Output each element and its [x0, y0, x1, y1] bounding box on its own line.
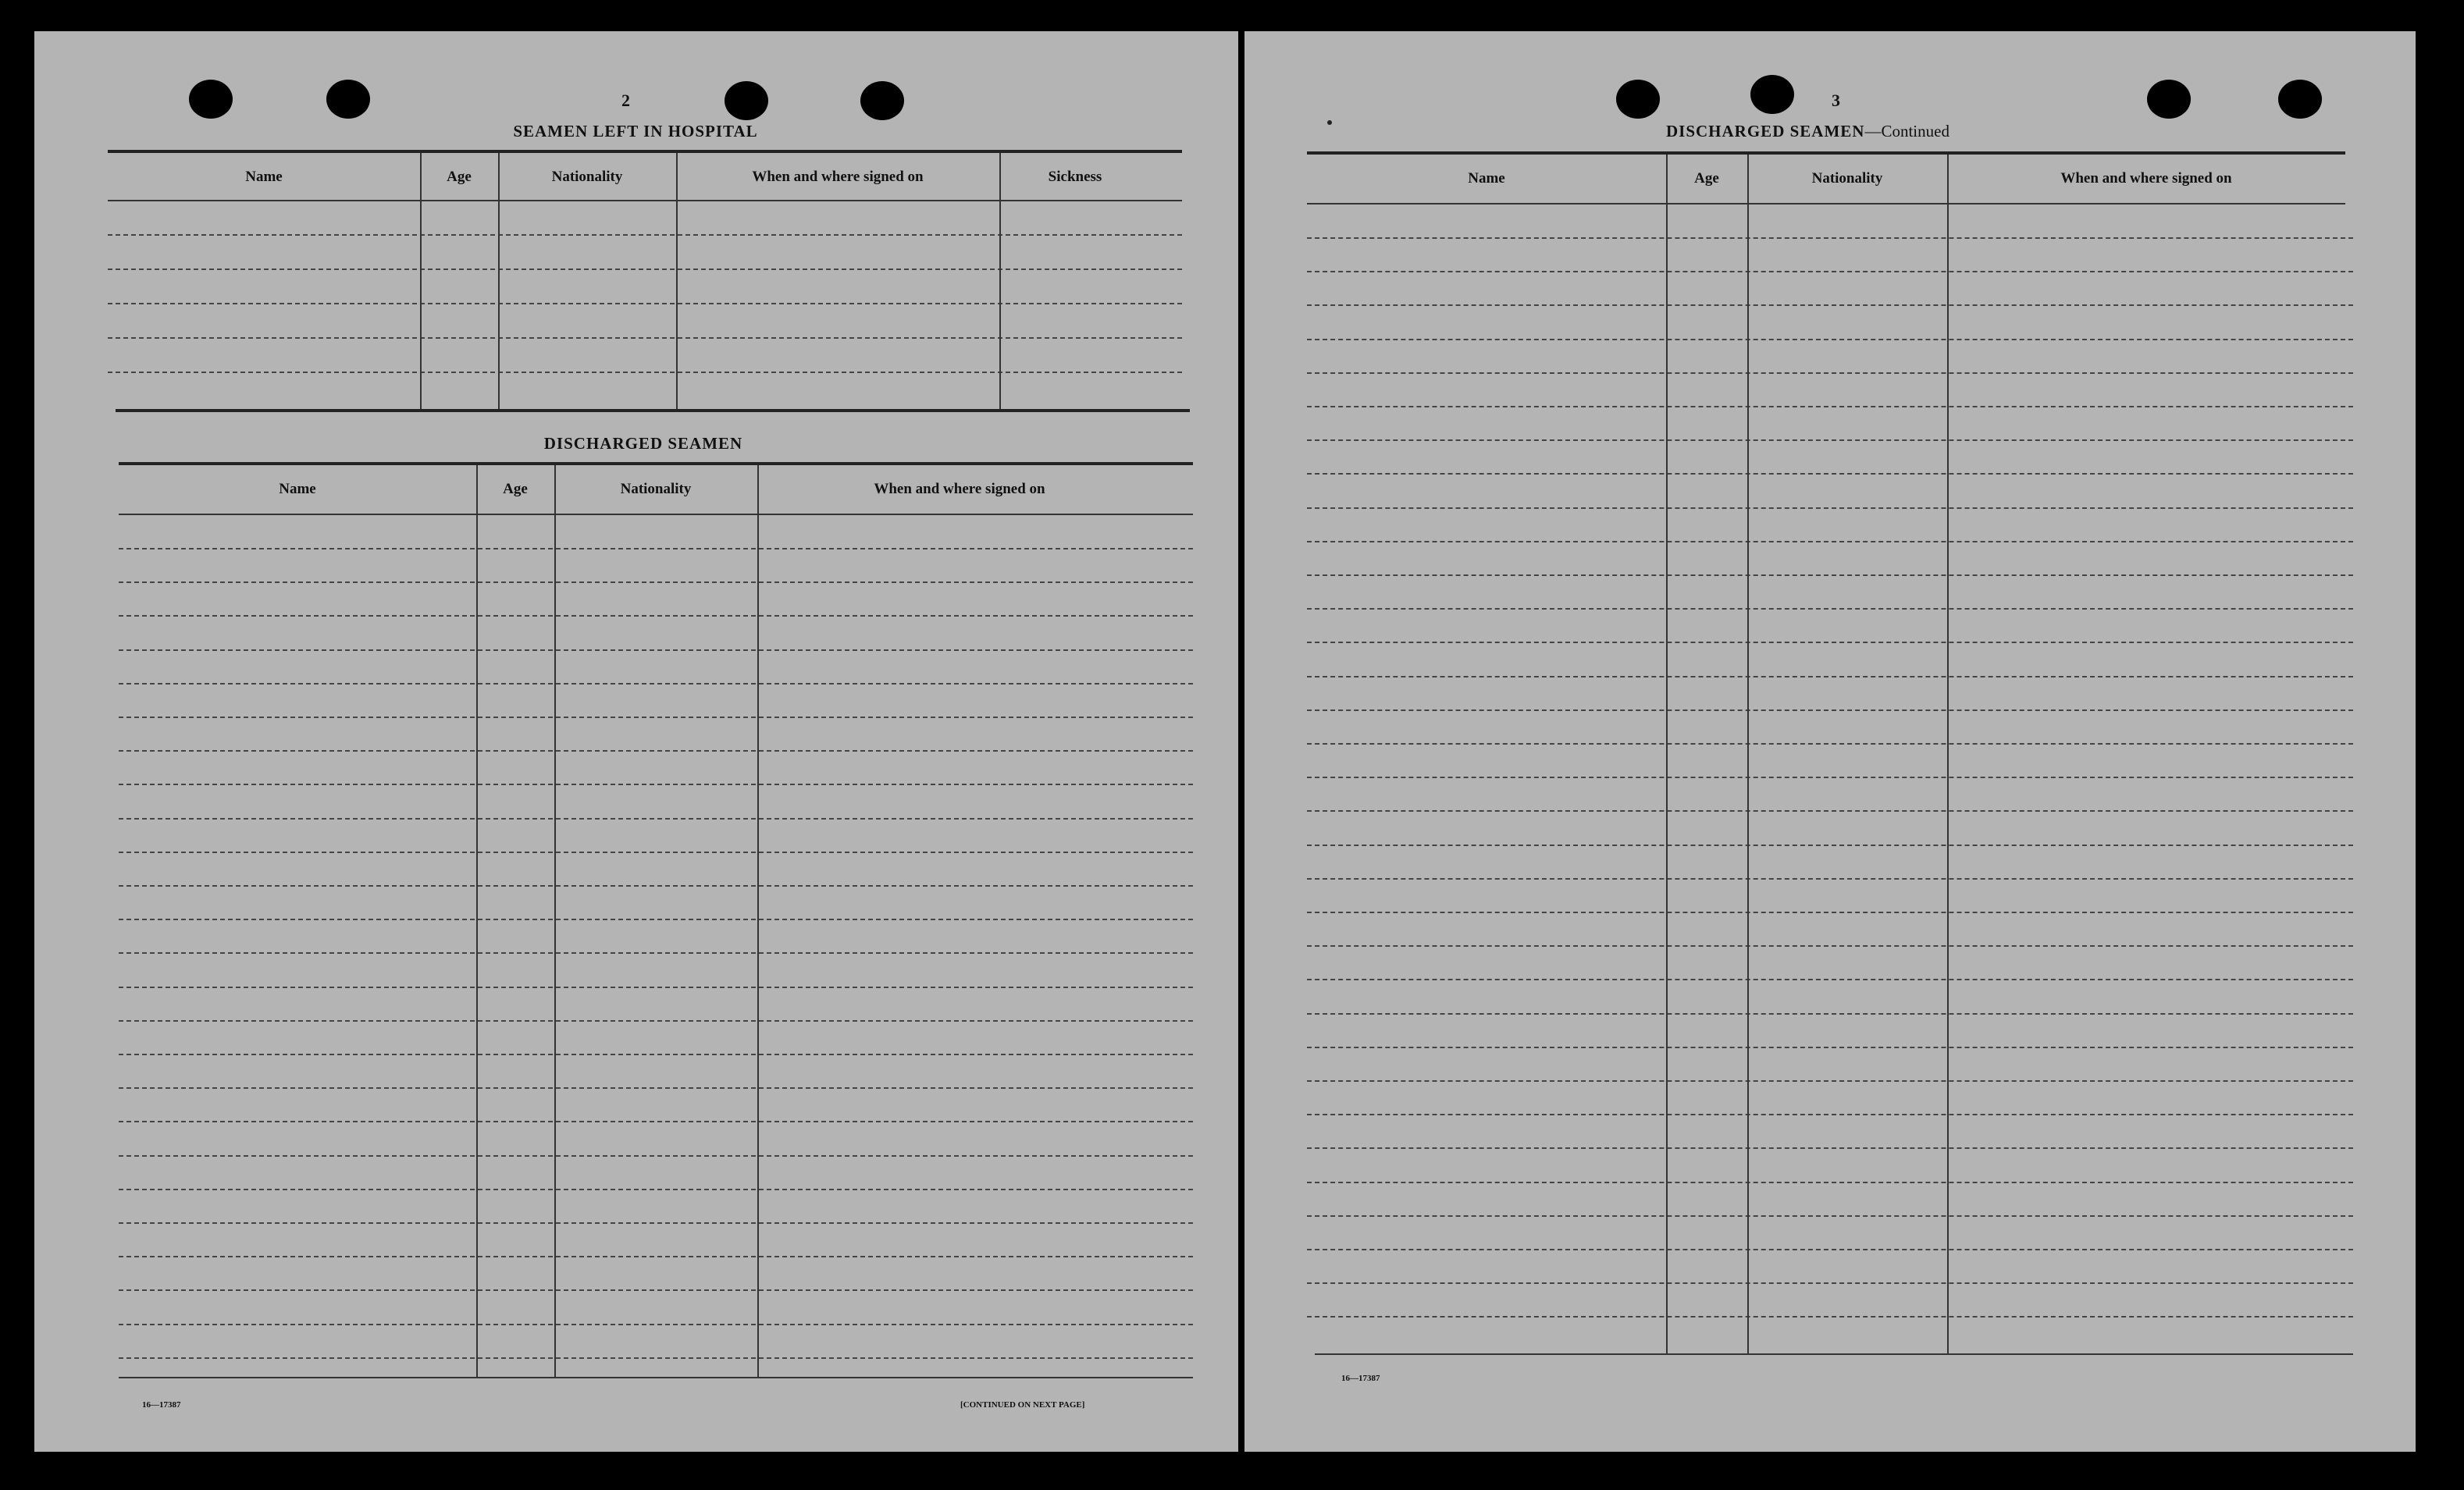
column-divider: [757, 465, 759, 1378]
column-divider: [1747, 155, 1749, 1353]
column-header-nationality: Nationality: [1811, 170, 1883, 187]
row-rule: [119, 1256, 1193, 1257]
punch-hole: [1616, 80, 1660, 119]
row-rule: [1307, 541, 2353, 542]
hospital-top-rule: [108, 150, 1182, 153]
column-header-age: Age: [503, 481, 528, 497]
hospital-bottom-rule: [116, 409, 1190, 412]
discharged-bottom-rule: [119, 1377, 1193, 1378]
row-rule: [119, 852, 1193, 853]
row-rule: [1307, 1249, 2353, 1250]
row-rule: [1307, 372, 2353, 374]
page-number: 2: [621, 91, 630, 110]
punch-hole: [2278, 80, 2322, 119]
row-rule: [1307, 1013, 2353, 1015]
row-rule: [119, 952, 1193, 954]
column-header-when-where: When and where signed on: [752, 169, 924, 185]
row-rule: [119, 717, 1193, 718]
row-rule: [1307, 1114, 2353, 1115]
row-rule: [119, 1155, 1193, 1157]
row-rule: [119, 1357, 1193, 1359]
row-rule: [1307, 237, 2353, 239]
column-header-nationality: Nationality: [620, 481, 692, 497]
column-header-when-where: When and where signed on: [874, 481, 1045, 497]
row-rule: [119, 1324, 1193, 1325]
row-rule: [108, 234, 1182, 236]
punch-hole: [326, 80, 370, 119]
row-rule: [1307, 1047, 2353, 1048]
row-rule: [1307, 1147, 2353, 1149]
column-header-name: Name: [245, 169, 283, 185]
row-rule: [1307, 574, 2353, 576]
form-number: 16—17387: [1341, 1374, 1380, 1383]
row-rule: [1307, 473, 2353, 475]
row-rule: [119, 1020, 1193, 1022]
continued-note: [CONTINUED ON NEXT PAGE]: [960, 1400, 1085, 1410]
row-rule: [119, 1189, 1193, 1190]
column-divider: [554, 465, 556, 1378]
row-rule: [1307, 912, 2353, 913]
hospital-section-title: SEAMEN LEFT IN HOSPITAL: [513, 122, 758, 140]
row-rule: [1307, 1182, 2353, 1183]
row-rule: [119, 615, 1193, 617]
punch-hole: [860, 81, 904, 120]
row-rule: [1307, 339, 2353, 340]
row-rule: [1307, 845, 2353, 846]
discharged-header-rule: [119, 514, 1193, 515]
row-rule: [119, 548, 1193, 549]
row-rule: [119, 784, 1193, 785]
punch-hole: [1750, 75, 1794, 114]
row-rule: [108, 337, 1182, 339]
discharged-section-title: DISCHARGED SEAMEN: [543, 434, 743, 453]
hospital-header-rule: [108, 200, 1182, 201]
row-rule: [119, 1222, 1193, 1224]
row-rule: [1307, 743, 2353, 745]
row-rule: [119, 1289, 1193, 1291]
column-header-sickness: Sickness: [1048, 169, 1102, 185]
row-rule: [1307, 507, 2353, 509]
row-rule: [1307, 1316, 2353, 1318]
form-number: 16—17387: [142, 1400, 181, 1410]
row-rule: [1307, 676, 2353, 677]
row-rule: [1307, 1080, 2353, 1082]
left-page: [34, 31, 1238, 1452]
column-header-age: Age: [447, 169, 472, 185]
row-rule: [1307, 709, 2353, 711]
row-rule: [108, 268, 1182, 270]
punch-hole: [189, 80, 233, 119]
section-title: [1666, 122, 1949, 141]
column-divider: [476, 465, 478, 1378]
row-rule: [119, 683, 1193, 685]
table-top-rule: [1307, 151, 2345, 155]
section-title-suffix: —Continued: [1864, 122, 1949, 140]
row-rule: [119, 1054, 1193, 1055]
table-header-rule: [1307, 203, 2345, 204]
column-header-nationality: Nationality: [551, 169, 623, 185]
column-divider: [999, 153, 1001, 411]
column-divider: [676, 153, 678, 411]
row-rule: [119, 750, 1193, 752]
row-rule: [119, 581, 1193, 583]
row-rule: [1307, 304, 2353, 306]
row-rule: [1307, 1282, 2353, 1284]
column-divider: [1947, 155, 1949, 1353]
row-rule: [119, 1121, 1193, 1122]
column-header-name: Name: [279, 481, 316, 497]
row-rule: [108, 372, 1182, 373]
row-rule: [108, 303, 1182, 304]
section-title-main: DISCHARGED SEAMEN: [1666, 122, 1865, 140]
row-rule: [1307, 642, 2353, 643]
row-rule: [1307, 271, 2353, 272]
column-divider: [420, 153, 422, 411]
column-header-age: Age: [1694, 170, 1719, 187]
column-header-when-where: When and where signed on: [2060, 170, 2232, 187]
column-header-name: Name: [1468, 170, 1505, 187]
row-rule: [1307, 439, 2353, 441]
ink-dot: [1327, 120, 1332, 125]
row-rule: [1307, 979, 2353, 980]
row-rule: [1307, 406, 2353, 407]
row-rule: [119, 818, 1193, 820]
column-divider: [1666, 155, 1668, 1353]
row-rule: [119, 885, 1193, 887]
row-rule: [119, 919, 1193, 920]
row-rule: [1307, 810, 2353, 812]
right-page: [1244, 31, 2416, 1452]
row-rule: [1307, 1215, 2353, 1217]
row-rule: [1307, 608, 2353, 610]
row-rule: [1307, 878, 2353, 880]
column-divider: [498, 153, 500, 411]
page-number: 3: [1832, 91, 1840, 110]
row-rule: [119, 649, 1193, 651]
row-rule: [119, 987, 1193, 988]
discharged-top-rule: [119, 462, 1193, 465]
table-bottom-rule: [1315, 1353, 2353, 1355]
row-rule: [119, 1087, 1193, 1089]
punch-hole: [2147, 80, 2191, 119]
row-rule: [1307, 945, 2353, 947]
punch-hole: [725, 81, 768, 120]
row-rule: [1307, 777, 2353, 778]
